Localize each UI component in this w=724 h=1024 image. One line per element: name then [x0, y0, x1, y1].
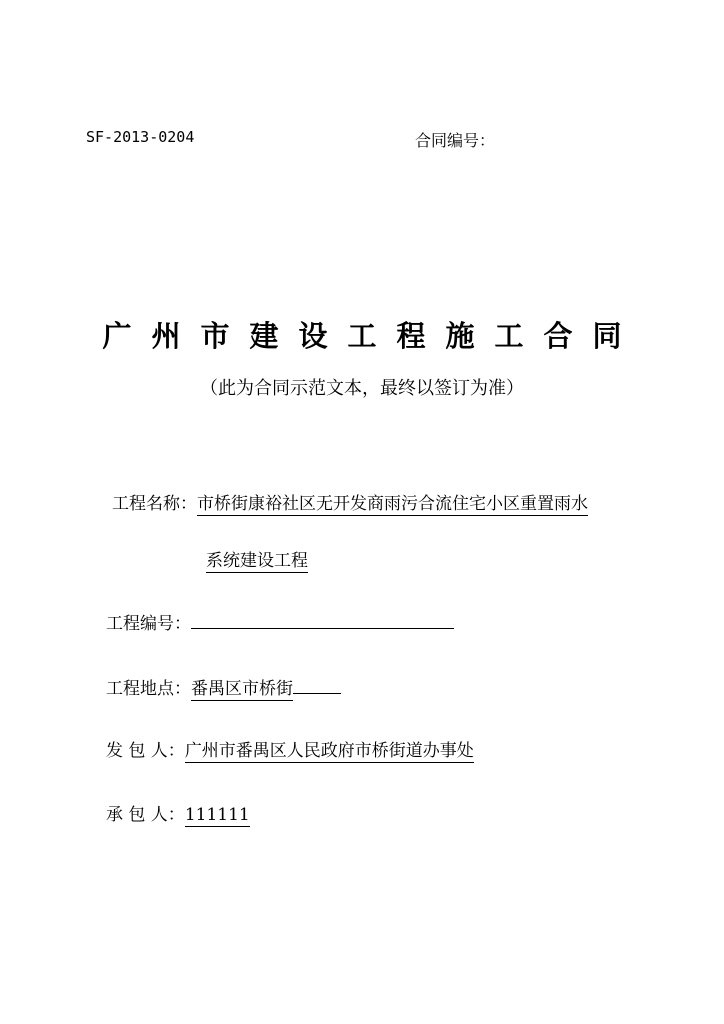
- contractor-value: 111111: [184, 805, 250, 825]
- project-name-label: 工程名称：: [112, 494, 197, 514]
- project-location-label: 工程地点：: [106, 679, 191, 699]
- project-location-row: [106, 674, 341, 699]
- project-number-label: 工程编号：: [106, 614, 191, 634]
- project-number-blank: [191, 614, 454, 629]
- project-name-row: [112, 489, 588, 514]
- project-location-value: 番禺区市桥街: [191, 679, 293, 699]
- document-title: 广州市建设工程施工合同: [102, 319, 642, 353]
- document-subtitle: （此为合同示范文本，最终以签订为准）: [200, 378, 524, 399]
- employer-label: 发 包 人：: [106, 741, 185, 761]
- project-name-row-2: [206, 546, 308, 571]
- project-name-value-continued: 系统建设工程: [206, 551, 308, 571]
- employer-value: 广州市番禺区人民政府市桥街道办事处: [184, 741, 474, 761]
- contract-number-label: 合同编号：: [415, 131, 496, 150]
- contractor-label: 承 包 人：: [106, 805, 185, 825]
- contractor-row: [106, 800, 250, 825]
- document-code: SF-2013-0204: [86, 128, 195, 146]
- project-number-row: [106, 609, 454, 634]
- project-location-blank: [293, 679, 341, 694]
- project-name-value: 市桥街康裕社区无开发商雨污合流住宅小区重置雨水: [197, 494, 588, 514]
- employer-row: [106, 736, 474, 761]
